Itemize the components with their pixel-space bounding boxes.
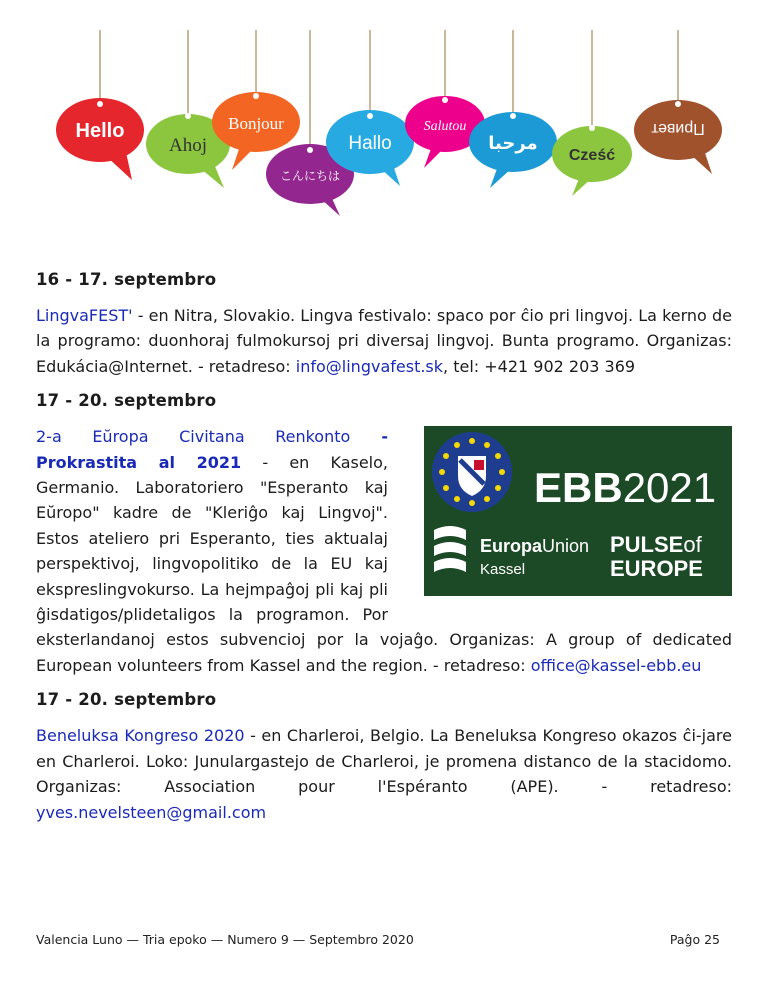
svg-text:Kassel: Kassel (480, 561, 526, 579)
bubble-konnichiwa-text: こんにちは (279, 169, 341, 183)
events-list (36, 270, 732, 837)
bubble-bonjour-text: Bonjour (228, 114, 284, 133)
bubble-czesc-text: Cześć (568, 147, 616, 164)
event-text: - en Charleroi, Belgio. La Beneluksa Kongreso okazos ĉi-jare en Charleroi. Loko: Junulargastejo de Charleroi, je promena distanco de la stacidomo. Organizas: Association pour l'Espéranto (APE). - retadreso: (36, 726, 733, 797)
event-date: 16 - 17. septembro (36, 270, 217, 289)
email-link[interactable]: yves.nevelsteen@gmail.com (36, 802, 267, 822)
event-text: - en Nitra, Slovakio. Lingva festivalo: spaco por ĉio pri lingvoj. La kerno de la programo: duonhoraj fulmokursoj pri diversaj lingvoj. Bunta programo. Organizas: Edukácia@Internet. - retadreso: (36, 306, 732, 376)
event-text: - en Kaselo, Germanio. Laboratoriero "Esperanto kaj Eŭropo" kadre de "Kleriĝo kaj Lingvoj". Estos ateliero pri Esperanto, ties aktualaj perspektivoj, lingvopolitiko de la EU kaj ekspreslingvokurso. La hejmpaĝoj pli kaj pli ĝisdatigos/plidetaligos la programon. Por eksterlandanoj estos subvencioj por la vojaĝo. Organizas: A group of dedicated European volunteers from Kassel and the region. - retadreso: (36, 452, 732, 675)
footer-page-number: Paĝo 25 (669, 932, 720, 947)
europa-union-logo-icon (434, 526, 466, 572)
bubble-marhaba (469, 112, 557, 188)
event-title-link[interactable]: LingvaFEST' (36, 306, 133, 325)
event-description (36, 723, 732, 825)
bubble-privet-text: Привет (651, 120, 705, 137)
event-lingvafest (36, 270, 732, 379)
event-sep[interactable]: - (350, 427, 388, 447)
email-link[interactable]: office@kassel-ebb.eu (530, 655, 702, 675)
event-beneluksa (36, 690, 732, 825)
event-text-tail: , tel: +421 902 203 369 (443, 356, 636, 376)
svg-text:EBB2021: EBB2021 (534, 464, 717, 512)
event-postponed-link[interactable]: Prokrastita al 2021 (36, 452, 242, 472)
event-date: 17 - 20. septembro (36, 690, 217, 710)
event-ebb (36, 391, 732, 678)
footer-publication: Valencia Luno — Tria epoko — Numero 9 — Septembro 2020 (36, 932, 414, 947)
svg-text:EUROPE: EUROPE (610, 556, 703, 582)
email-link[interactable]: info@lingvafest.sk (295, 356, 444, 376)
event-description (36, 303, 732, 379)
bubble-hello-text: Hello (75, 120, 125, 142)
event-title-link[interactable]: 2-a Eŭropa Civitana Renkonto (36, 427, 351, 447)
bubble-privet (634, 100, 722, 174)
event-description (36, 424, 732, 678)
event-title-link[interactable]: Beneluksa Kongreso 2020 (36, 726, 245, 746)
bubble-ahoj-text: Ahoj (169, 135, 207, 156)
bubble-salutou-text: Salutou (423, 119, 467, 134)
svg-text:EuropaUnion: EuropaUnion (480, 536, 590, 557)
bubble-hallo-text: Hallo (348, 133, 392, 154)
greetings-banner (40, 30, 740, 230)
bubble-czesc (552, 125, 632, 196)
svg-text:PULSEof: PULSEof (610, 532, 702, 558)
ebb2021-image (424, 426, 732, 596)
bubble-hello (56, 98, 144, 180)
page-footer (36, 932, 720, 947)
bubble-marhaba-text: مرحبا (488, 133, 538, 154)
event-date: 17 - 20. septembro (36, 391, 217, 411)
